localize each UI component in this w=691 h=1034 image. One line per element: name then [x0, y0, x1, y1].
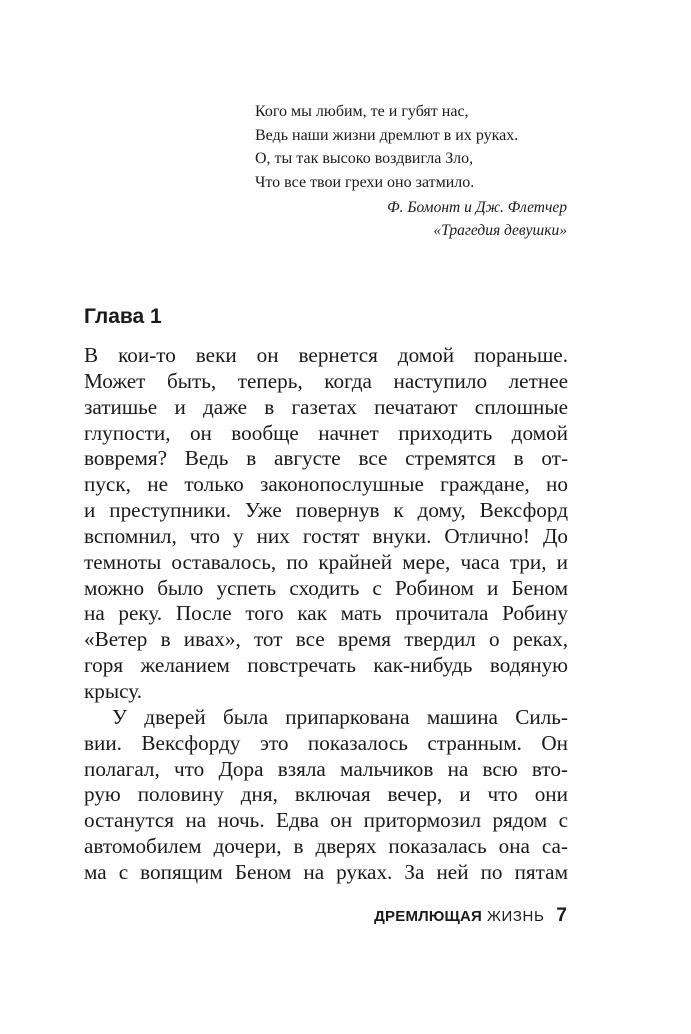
body-line: на реку. После того как мать прочитала Робину [84, 601, 568, 626]
body-line: «Ветер в ивах», тот все время твердил о реках, [84, 627, 568, 652]
body-line: останутся на ночь. Едва он притормозил рядом с [84, 808, 568, 833]
epigraph-line: О, ты так высоко воздвигла Зло, [255, 150, 474, 167]
page-number: 7 [556, 905, 567, 926]
body-line: горя желанием повстречать как-нибудь водяную [84, 653, 568, 678]
body-line: полагал, что Дора взяла мальчиков на всю вто- [84, 756, 568, 781]
epigraph [255, 100, 567, 242]
running-footer [374, 905, 567, 928]
footer-title-bold: ДРЕМЛЮЩАЯ [374, 908, 483, 925]
body-line: автомобилем дочери, в дверях показалась она са- [84, 834, 568, 859]
epigraph-line: Что все твои грехи оно затмило. [255, 173, 475, 191]
chapter-title: Глава 1 [84, 305, 162, 328]
body-line: вовремя? Ведь в августе все стремятся в от- [84, 446, 568, 471]
body-line: В кои-то веки он вернется домой пораньше. [84, 343, 568, 367]
body-line: крысу. [84, 678, 143, 703]
body-line: затишье и даже в газетах печатают сплошные [84, 394, 568, 419]
body-line: пуск, не только законопослушные граждане, но [84, 472, 568, 497]
body-line: темноты оставалось, по крайней мере, часа три, и [84, 549, 568, 574]
epigraph-source: «Трагедия девушки» [433, 222, 567, 239]
body-line: и преступники. Уже повернув к дому, Вексфорд [84, 498, 568, 523]
footer-title-light: ЖИЗНЬ [487, 908, 545, 925]
body-line: Может быть, теперь, когда наступило летнее [84, 368, 568, 393]
epigraph-line: Ведь наши жизни дремлют в их руках. [255, 126, 519, 144]
body-line: вспомнил, что у них гостят внуки. Отлично! До [84, 523, 568, 548]
body-line: глупости, он вообще начнет приходить домой [84, 420, 568, 445]
body-line: рую половину дня, включая вечер, и что они [84, 782, 568, 807]
body-line: вии. Вексфорду это показалось странным. Он [84, 730, 568, 755]
body-line: можно было успеть сходить с Робином и Беном [84, 575, 568, 600]
chapter-body [84, 343, 568, 886]
body-line: У дверей была припаркована машина Силь- [112, 704, 568, 729]
epigraph-author: Ф. Бомонт и Дж. Флетчер [387, 199, 567, 216]
epigraph-line: Кого мы любим, те и губят нас, [255, 103, 469, 120]
body-line: ма с вопящим Беном на руках. За ней по пятам [84, 859, 568, 884]
